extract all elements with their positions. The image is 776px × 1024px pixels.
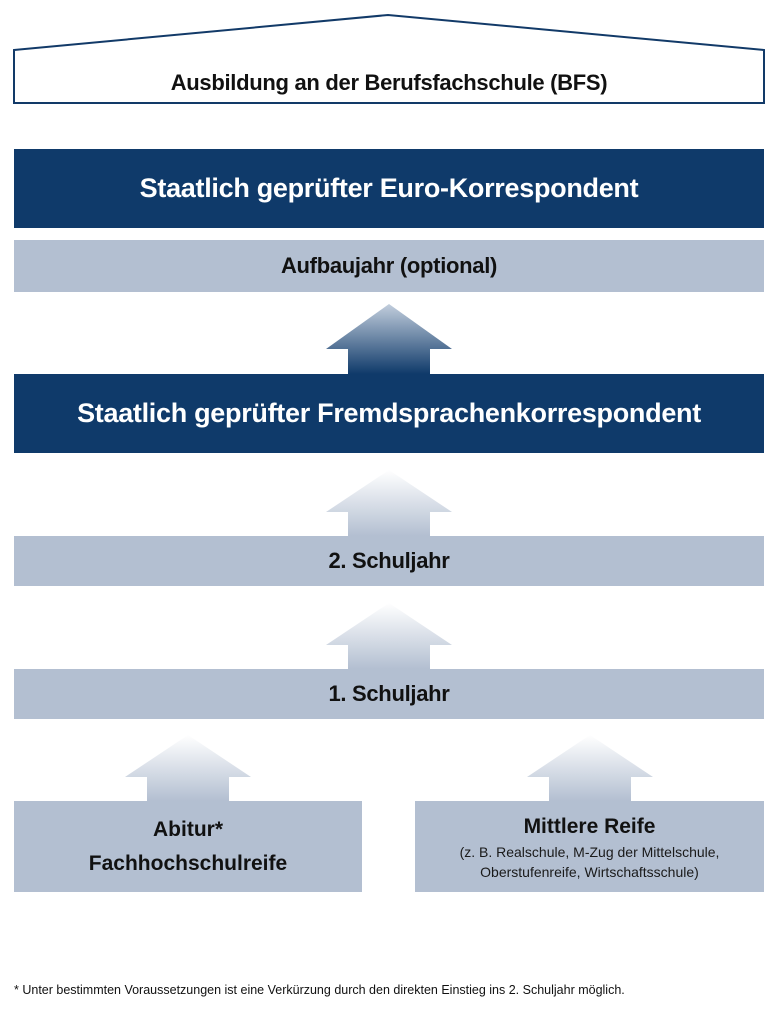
arrow-up-icon xyxy=(527,735,653,801)
entry-mittlere-reife-note: Oberstufenreife, Wirtschaftsschule) xyxy=(480,863,699,880)
arrow-up-icon xyxy=(125,735,251,801)
level-euro-korrespondent: Staatlich geprüfter Euro-Korrespondent xyxy=(14,149,764,228)
arrow-up-icon xyxy=(326,603,452,669)
entry-abitur-box xyxy=(14,801,362,892)
entry-abitur-label: Abitur* xyxy=(153,817,223,841)
entry-mittlere-reife-note: (z. B. Realschule, M-Zug der Mittelschule, xyxy=(459,843,720,860)
level-schuljahr-1: 1. Schuljahr xyxy=(14,669,764,719)
level-aufbaujahr: Aufbaujahr (optional) xyxy=(14,240,764,292)
arrow-up-icon xyxy=(326,470,452,536)
level-fremdsprachenkorrespondent: Staatlich geprüfter Fremdsprachenkorrespondent xyxy=(14,374,764,453)
entry-mittlere-reife-box xyxy=(415,801,764,892)
level-schuljahr-2: 2. Schuljahr xyxy=(14,536,764,586)
arrow-up-icon xyxy=(326,304,452,374)
footnote: * Unter bestimmten Voraussetzungen ist eine Verkürzung durch den direkten Einstieg ins 2. Schuljahr möglich. xyxy=(14,983,625,997)
entry-mittlere-reife-label: Mittlere Reife xyxy=(523,814,656,838)
entry-fachhochschulreife-label: Fachhochschulreife xyxy=(88,851,288,875)
roof-title: Ausbildung an der Berufsfachschule (BFS) xyxy=(170,70,608,95)
